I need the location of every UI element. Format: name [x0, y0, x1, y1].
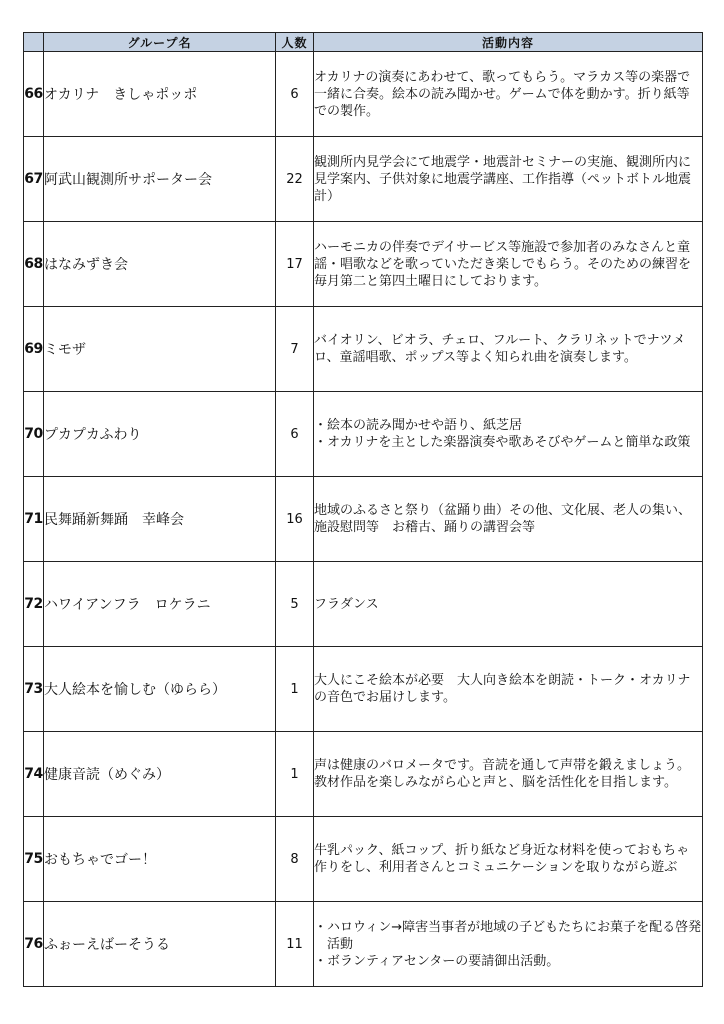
row-number: 67	[24, 137, 44, 222]
member-count: 1	[276, 647, 314, 732]
header-row	[24, 33, 703, 52]
activity-line: ハーモニカの伴奏でデイサービス等施設で参加者のみなさんと童謡・唱歌などを歌っていただき楽しでもらう。そのための練習を毎月第二と第四土曜日にしております。	[314, 239, 692, 289]
member-count: 6	[276, 392, 314, 477]
activity-line: ・ハロウィン→障害当事者が地域の子どもたちにお菓子を配る啓発活動	[314, 919, 702, 952]
header-number	[24, 33, 44, 52]
member-count: 5	[276, 562, 314, 647]
activity-description	[314, 732, 703, 817]
group-name: 民舞踊新舞踊 幸峰会	[44, 477, 276, 562]
row-number: 70	[24, 392, 44, 477]
member-count: 8	[276, 817, 314, 902]
table-row	[24, 477, 703, 562]
row-number: 73	[24, 647, 44, 732]
table-row	[24, 902, 703, 987]
activity-description	[314, 392, 703, 477]
header-group-name: グループ名	[44, 33, 276, 52]
activity-line: バイオリン、ビオラ、チェロ、フルート、クラリネットでナツメロ、童謡唱歌、ポップス等よく知られ曲を演奏します。	[314, 333, 686, 365]
table-row	[24, 307, 703, 392]
table-row	[24, 392, 703, 477]
group-name: ミモザ	[44, 307, 276, 392]
header-activity: 活動内容	[314, 33, 703, 52]
member-count: 16	[276, 477, 314, 562]
activity-description	[314, 137, 703, 222]
activity-line: 牛乳パック、紙コップ、折り紙など身近な材料を使っておもちゃ作りをし、利用者さんとコミュニケーションを取りながら遊ぶ	[314, 843, 690, 875]
row-number: 72	[24, 562, 44, 647]
activity-description	[314, 477, 703, 562]
activity-line: ・絵本の読み聞かせや語り、紙芝居	[314, 418, 523, 433]
activity-line: オカリナの演奏にあわせて、歌ってもらう。マラカス等の楽器で一緒に合奏。絵本の読み聞かせ。ゲームで体を動かす。折り紙等での製作。	[314, 69, 691, 119]
activity-description	[314, 647, 703, 732]
volunteer-groups-table	[23, 32, 703, 987]
row-number: 68	[24, 222, 44, 307]
activity-line: 声は健康のバロメータです。音読を通して声帯を鍛えましょう。教材作品を楽しみながら心と声と、脳を活性化を目指します。	[314, 758, 690, 790]
table-row	[24, 817, 703, 902]
group-name: 健康音読（めぐみ）	[44, 732, 276, 817]
row-number: 71	[24, 477, 44, 562]
activity-line: 大人にこそ絵本が必要 大人向き絵本を朗読・トーク・オカリナの音色でお届けします。	[314, 673, 691, 705]
member-count: 1	[276, 732, 314, 817]
member-count: 7	[276, 307, 314, 392]
table-body	[24, 52, 703, 987]
activity-line: ・オカリナを主とした楽器演奏や歌あそびやゲームと簡単な政策	[314, 435, 691, 450]
table-row	[24, 137, 703, 222]
header-members: 人数	[276, 33, 314, 52]
table-row	[24, 222, 703, 307]
activity-line: ・ボランティアセンターの要請御出活動。	[314, 953, 560, 969]
row-number: 74	[24, 732, 44, 817]
table-row	[24, 732, 703, 817]
group-name: ふぉーえばーそうる	[44, 902, 276, 987]
member-count: 17	[276, 222, 314, 307]
table-row	[24, 647, 703, 732]
row-number: 75	[24, 817, 44, 902]
activity-line: 観測所内見学会にて地震学・地震計セミナーの実施、観測所内に見学案内、子供対象に地震学講座、工作指導（ペットボトル地震計）	[314, 154, 692, 204]
group-name: オカリナ きしゃポッポ	[44, 52, 276, 137]
member-count: 22	[276, 137, 314, 222]
row-number: 76	[24, 902, 44, 987]
activity-description	[314, 222, 703, 307]
group-name: ハワイアンフラ ロケラニ	[44, 562, 276, 647]
row-number: 66	[24, 52, 44, 137]
activity-line: 地域のふるさと祭り（盆踊り曲）その他、文化展、老人の集い、施設慰問等 お稽古、踊りの講習会等	[314, 503, 692, 535]
activity-description	[314, 307, 703, 392]
activity-description	[314, 562, 703, 647]
member-count: 6	[276, 52, 314, 137]
group-name: 阿武山観測所サポーター会	[44, 137, 276, 222]
group-name: 大人絵本を愉しむ（ゆらら）	[44, 647, 276, 732]
group-name: プカプカふわり	[44, 392, 276, 477]
group-name: おもちゃでゴー！	[44, 817, 276, 902]
activity-description	[314, 817, 703, 902]
table-row	[24, 562, 703, 647]
member-count: 11	[276, 902, 314, 987]
activity-description	[314, 902, 703, 987]
row-number: 69	[24, 307, 44, 392]
activity-line: フラダンス	[314, 596, 379, 612]
activity-description	[314, 52, 703, 137]
table-row	[24, 52, 703, 137]
group-name: はなみずき会	[44, 222, 276, 307]
